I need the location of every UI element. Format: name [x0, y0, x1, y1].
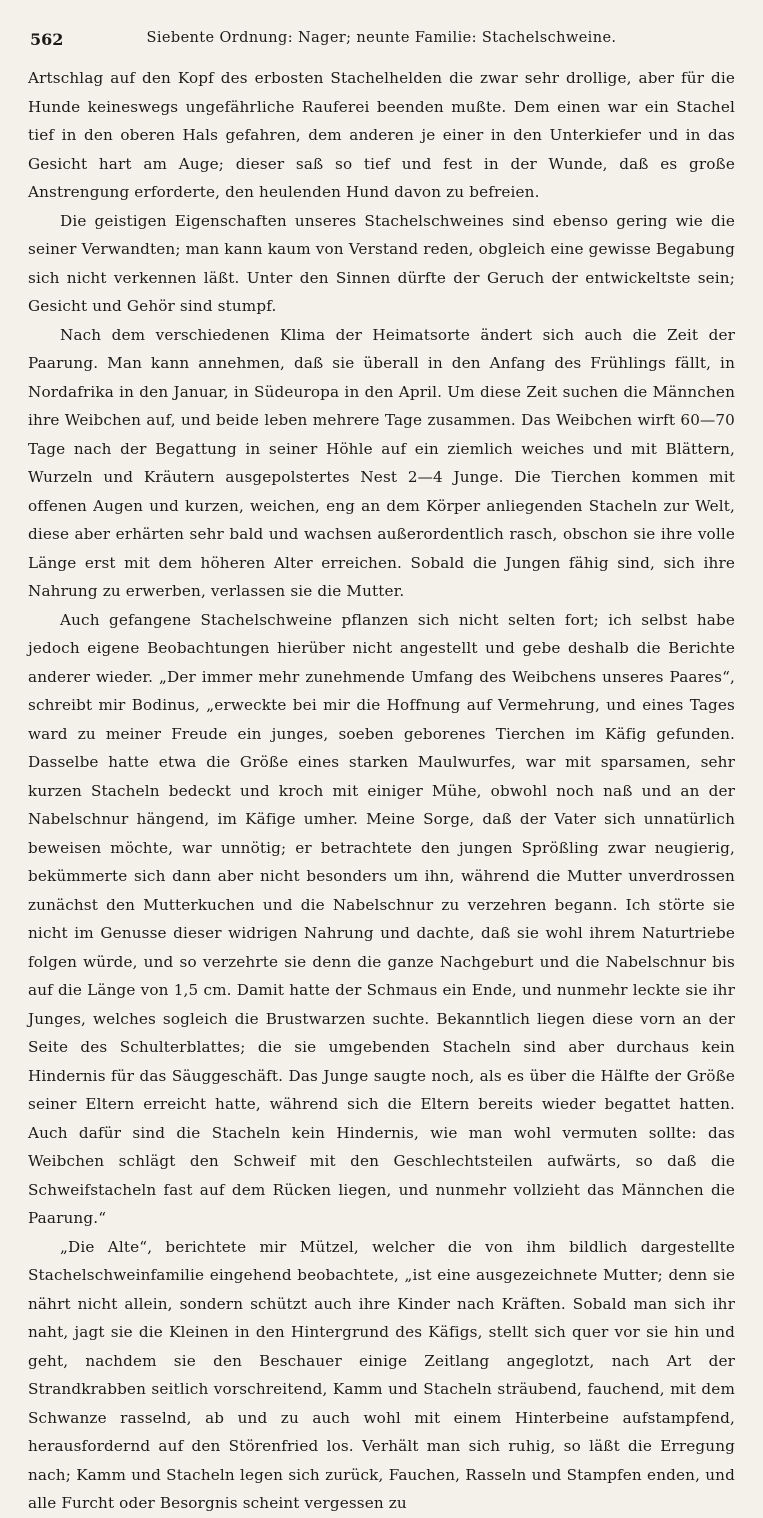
- paragraph-5: „Die Alte“, berichtete mir Mützel, welcher die von ihm bildlich dargestellte Stachelschweinfamilie eingehend beobachtete, „ist eine ausgezeichnete Mutter; denn sie nährt nicht allein, sondern schützt auch ihre Kinder nach Kräften. Sobald man sich ihr naht, jagt sie die Kleinen in den Hintergrund des Käfigs, stellt sich quer vor sie hin und geht, nachdem sie den Beschauer einige Zeitlang angeglotzt, nach Art der Strandkrabben seitlich vorschreitend, Kamm und Stacheln sträubend, fauchend, mit dem Schwanze rasselnd, ab und zu auch wohl mit einem Hinterbeine aufstampfend, herausfordernd auf den Störenfried los. Verhält man sich ruhig, so läßt die Erregung nach; Kamm und Stacheln legen sich zurück, Fauchen, Rasseln und Stampfen enden, und alle Furcht oder Besorgnis scheint vergessen zu: [28, 1237, 735, 1512]
- paragraph-4: Auch gefangene Stachelschweine pflanzen sich nicht selten fort; ich selbst habe jedoch eigene Beobachtungen hierüber nicht angestellt und gebe deshalb die Berichte anderer wieder. „Der immer mehr zunehmende Umfang des Weibchens unseres Paares“, schreibt mir Bodinus, „erweckte bei mir die Hoffnung auf Vermehrung, und eines Tages ward zu meiner Freude ein junges, soeben geborenes Tierchen im Käfig gefunden. Dasselbe hatte etwa die Größe eines starken Maulwurfes, war mit sparsamen, sehr kurzen Stacheln bedeckt und kroch mit einiger Mühe, obwohl noch naß und an der Nabelschnur hängend, im Käfige umher. Meine Sorge, daß der Vater sich unnatürlich beweisen möchte, war unnötig; er betrachtete den jungen Sprößling zwar neugierig, bekümmerte sich dann aber nicht besonders um ihn, während die Mutter unverdrossen zunächst den Mutterkuchen und die Nabelschnur zu verzehren begann. Ich störte sie nicht im Genusse dieser widrigen Nahrung und dachte, daß sie wohl ihrem Naturtriebe folgen würde, und so verzehrte sie denn die ganze Nachgeburt und die Nabelschnur bis auf die Länge von 1,5 cm. Damit hatte der Schmaus ein Ende, und nunmehr leckte sie ihr Junges, welches sogleich die Brustwarzen suchte. Bekanntlich liegen diese vorn an der Seite des Schulterblattes; die sie umgebenden Stacheln sind aber durchaus kein Hindernis für das Säuggeschäft. Das Junge saugte noch, als es über die Hälfte der Größe seiner Eltern erreicht hatte, während sich die Eltern bereits wieder begattet hatten. Auch dafür sind die Stacheln kein Hindernis, wie man wohl vermuten sollte: das Weibchen schlägt den Schweif mit den Geschlechtsteilen aufwärts, so daß die Schweifstacheln fast auf dem Rücken liegen, und nunmehr vollzieht das Männchen die Paarung.“: [28, 610, 735, 1227]
- body-text: [28, 64, 735, 1518]
- page-number: 562: [30, 30, 64, 49]
- paragraph-1: Artschlag auf den Kopf des erbosten Stachelhelden die zwar sehr drollige, aber für die Hunde keineswegs ungefährliche Rauferei beenden mußte. Dem einen war ein Stachel tief in den oberen Hals gefahren, dem anderen je einer in den Unterkiefer und in das Gesicht hart am Auge; dieser saß so tief und fest in der Wunde, daß es große Anstrengung erforderte, den heulenden Hund davon zu befreien.: [28, 69, 735, 201]
- page-header: [28, 26, 735, 52]
- paragraph-3: Nach dem verschiedenen Klima der Heimatsorte ändert sich auch die Zeit der Paarung. Man kann annehmen, daß sie überall in den Anfang des Frühlings fällt, in Nordafrika in den Januar, in Südeuropa in den April. Um diese Zeit suchen die Männchen ihre Weibchen auf, und beide leben mehrere Tage zusammen. Das Weibchen wirft 60—70 Tage nach der Begattung in seiner Höhle auf ein ziemlich weiches und mit Blättern, Wurzeln und Kräutern ausgepolstertes Nest 2—4 Junge. Die Tierchen kommen mit offenen Augen und kurzen, weichen, eng an dem Körper anliegenden Stacheln zur Welt, diese aber erhärten sehr bald und wachsen außerordentlich rasch, obschon sie ihre volle Länge erst mit dem höheren Alter erreichen. Sobald die Jungen fähig sind, sich ihre Nahrung zu erwerben, verlassen sie die Mutter.: [28, 325, 735, 600]
- running-head: Siebente Ordnung: Nager; neunte Familie: Stachelschweine.: [146, 30, 617, 46]
- paragraph-2: Die geistigen Eigenschaften unseres Stachelschweines sind ebenso gering wie die seiner Verwandten; man kann kaum von Verstand reden, obgleich eine gewisse Begabung sich nicht verkennen läßt. Unter den Sinnen dürfte der Geruch der entwickeltste sein; Gesicht und Gehör sind stumpf.: [28, 211, 735, 315]
